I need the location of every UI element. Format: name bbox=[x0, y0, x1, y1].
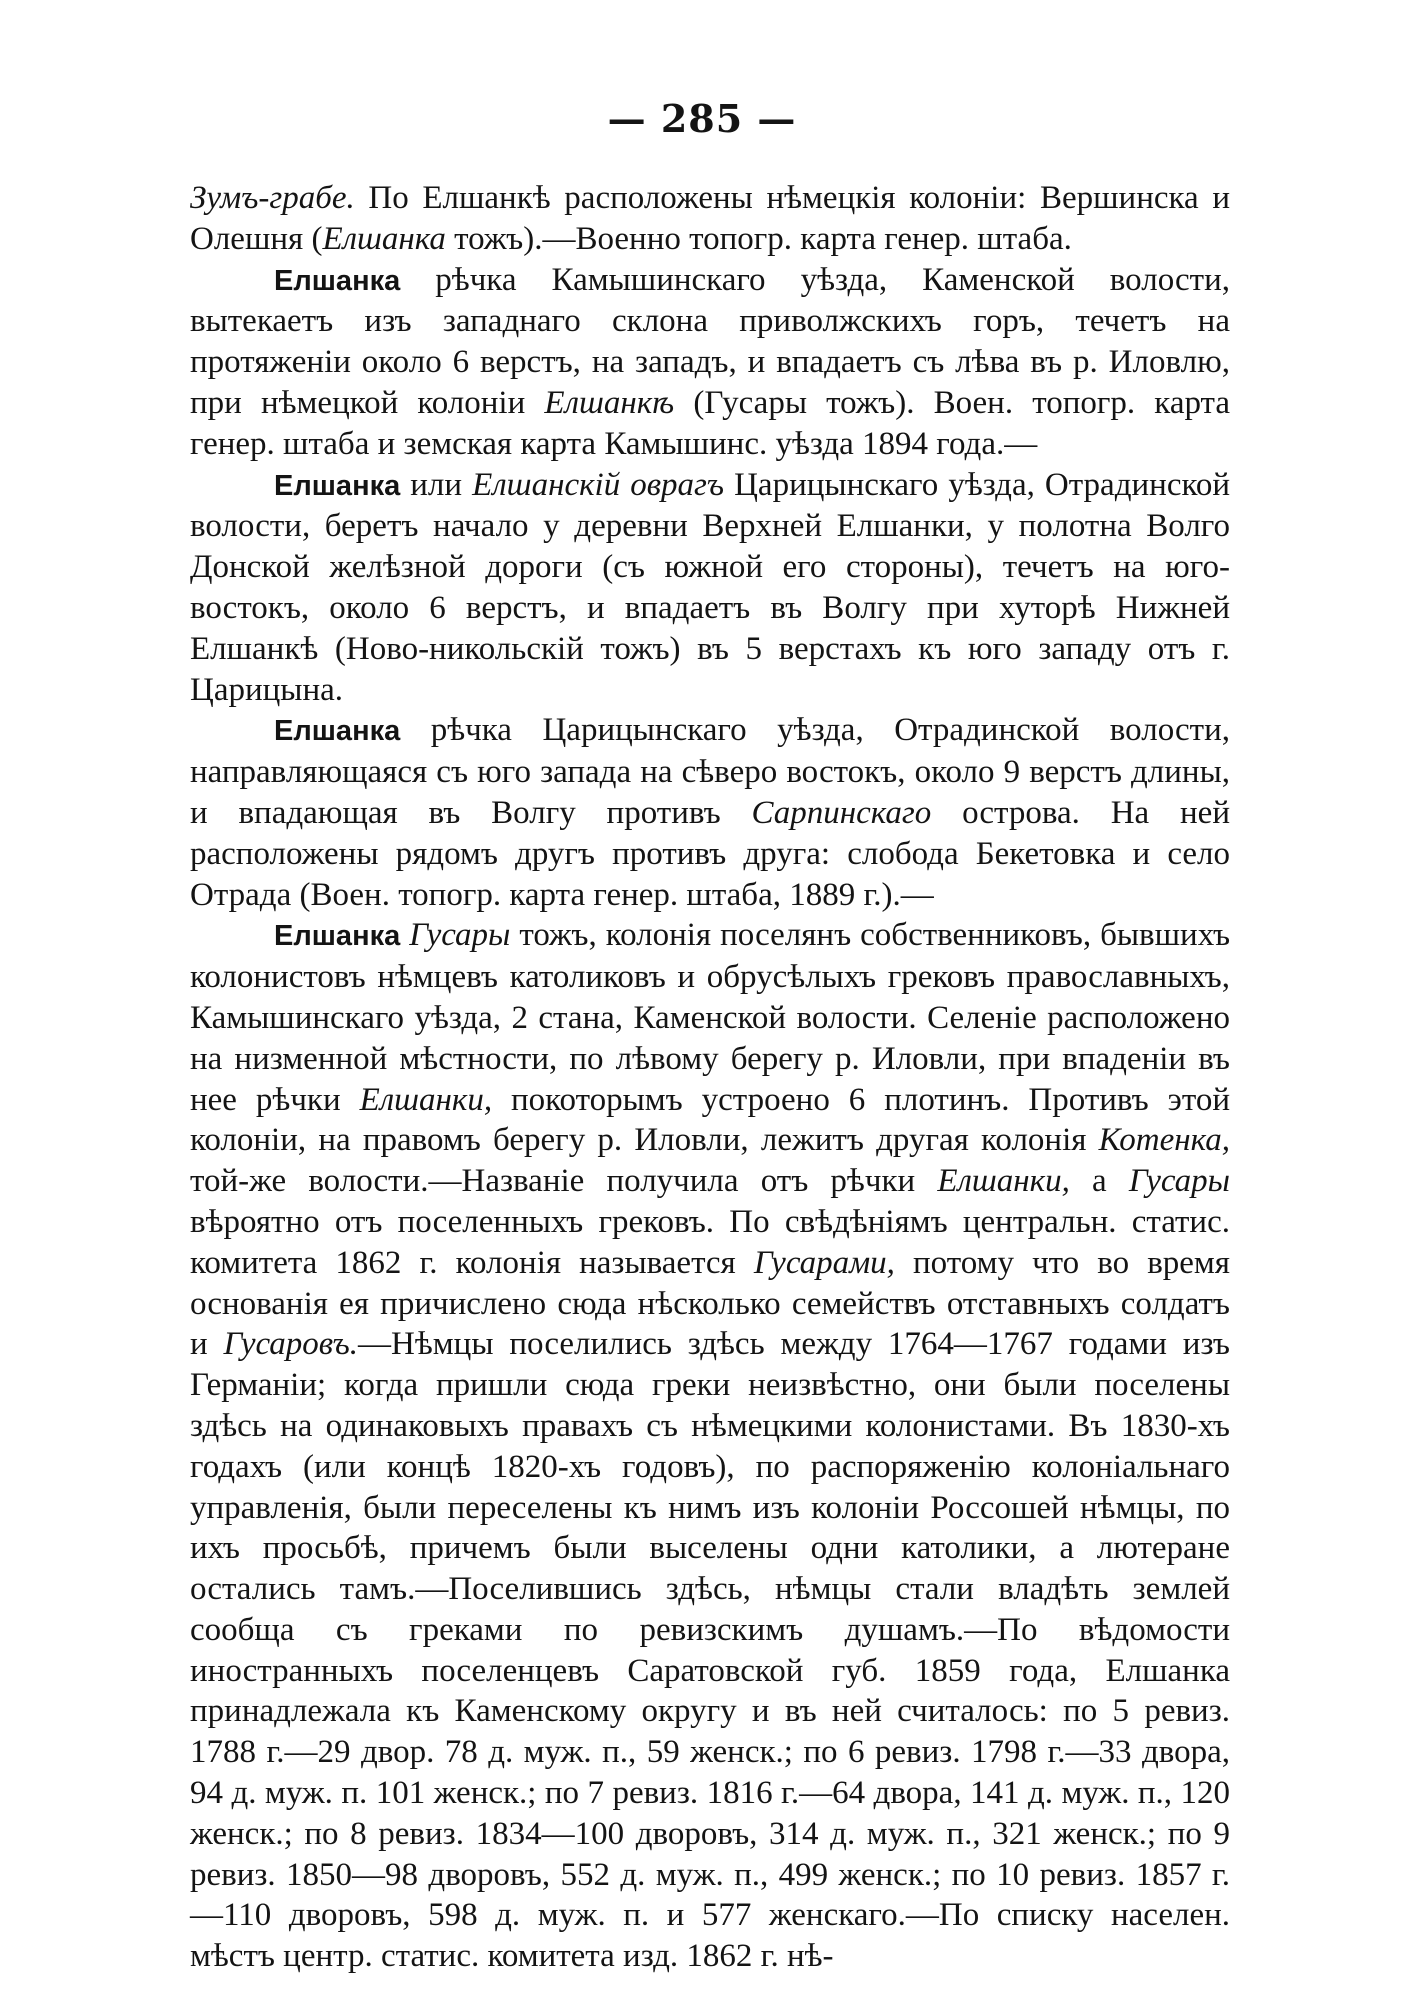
italic-place-name: Гусары bbox=[409, 917, 511, 954]
paragraph-text: тожъ).—Военно топогр. карта генер. штаба. bbox=[445, 220, 1072, 257]
paragraph-text: той-же волости.—Названіе получила отъ рѣчки bbox=[190, 1163, 938, 1200]
italic-place-name: Гусары bbox=[1128, 1163, 1230, 1200]
entry-headword: Елшанка bbox=[274, 715, 401, 748]
entry-headword: Елшанка bbox=[274, 264, 401, 297]
paragraph-text: тожъ, колонія поселянъ собственниковъ, бывшихъ колонистовъ нѣмцевъ католиковъ и обрусѣлыхъ грековъ православныхъ, Камышинскаго уѣзда, 2 стана, Каменской волости. Селеніе расположено на низменной мѣстности, по лѣвому берегу р. Иловли, при впаденіи въ нее рѣчки bbox=[190, 917, 1231, 1118]
paragraph-text: —Нѣмцы поселились здѣсь между 1764—1767 годами изъ Германіи; когда пришли сюда греки неизвѣстно, они были поселены здѣсь на одинаковыхъ правахъ съ нѣмецкими колонистами. Въ 1830-хъ годахъ (или концѣ 1820-хъ годовъ), по распоряженію колоніальнаго управленія, были переселены къ нимъ изъ колоніи Россошей нѣмцы, по ихъ просьбѣ, причемъ были выселены одни католики, а лютеране остались тамъ.—Поселившись здѣсь, нѣмцы стали владѣть землей сообща съ греками по ревизскимъ душамъ.—По вѣдомости иностранныхъ поселенцевъ Саратовской губ. 1859 года, Елшанка принадлежала къ Каменскому округу и въ ней считалось: по 5 ревиз. 1788 г.—29 двор. 78 д. муж. п., 59 женск.; по 6 ревиз. 1798 г.—33 двора, 94 д. муж. п. 101 женск.; по 7 ревиз. 1816 г.—64 двора, 141 д. муж. п., 120 женск.; по 8 ревиз. 1834—100 дворовъ, 314 д. муж. п., 321 женск.; по 9 ревиз. 1850—98 дворовъ, 552 д. муж. п., 499 женск.; по 10 ревиз. 1857 г.—110 дворовъ, 598 д. муж. п. и 577 женскаго.—По списку населен. мѣстъ центр. статис. комитета изд. 1862 г. нѣ- bbox=[190, 1326, 1230, 1975]
paragraph-text: вѣроятно отъ поселенныхъ грековъ. По свѣдѣніямъ центральн. статис. комитета 1862 г. колонія называется bbox=[190, 1203, 1230, 1281]
italic-place-name: Гусаровъ. bbox=[223, 1326, 359, 1363]
entry-headword: Елшанка bbox=[274, 920, 401, 953]
italic-place-name: Елшанскій оврагъ bbox=[472, 466, 725, 503]
paragraph-text: рѣчка Царицынскаго уѣзда, Отрадинской волости, направляющаяся съ юго запада на сѣверо востокъ, около 9 верстъ длины, и впадающая въ Волгу противъ bbox=[190, 712, 1230, 831]
italic-place-name: Сарпинскаго bbox=[751, 794, 932, 831]
entry-elshanka-kamyshin-river bbox=[190, 260, 1230, 465]
entry-elshanka-ravine bbox=[190, 465, 1230, 711]
italic-place-name: Зумъ-грабе. bbox=[190, 180, 355, 216]
paragraph-text bbox=[400, 917, 409, 953]
paragraph-text: покоторымъ устроено 6 плотинъ. Противъ этой колоніи, на правомъ берегу р. Иловли, лежитъ другая колонія bbox=[190, 1081, 1230, 1159]
paragraph-zum-grabe bbox=[190, 178, 1230, 260]
entry-headword: Елшанка bbox=[274, 469, 401, 502]
paragraph-text: или bbox=[400, 466, 473, 503]
paragraph-text: потому что во время основанія ея причислено сюда нѣсколько семействъ отставныхъ солдатъ и bbox=[190, 1244, 1230, 1363]
page-number: — 285 — bbox=[607, 96, 797, 141]
italic-place-name: Елшанкѣ bbox=[544, 384, 675, 421]
paragraph-text: По Елшанкѣ расположены нѣмецкія колоніи: Вершинска и Олешня ( bbox=[190, 180, 1230, 257]
paragraph-text: Царицынскаго уѣзда, Отрадинской волости, беретъ начало у деревни Верхней Елшанки, у полотна Волго Донской желѣзной дороги (съ южной его стороны), течетъ на юго-востокъ, около 6 верстъ, и впадаетъ въ Волгу при хуторѣ Нижней Елшанкѣ (Ново-никольскій тожъ) въ 5 верстахъ къ юго западу отъ г. Царицына. bbox=[190, 466, 1230, 708]
italic-place-name: Гусарами, bbox=[753, 1244, 895, 1281]
italic-place-name: Елшанка bbox=[322, 220, 446, 257]
paragraph-text: (Гусары тожъ). Воен. топогр. карта генер. штаба и земская карта Камышинс. уѣзда 1894 года.— bbox=[190, 384, 1231, 462]
entry-elshanka-colony bbox=[190, 915, 1230, 1977]
paragraph-text: острова. На ней расположены рядомъ другъ противъ друга: слобода Бекетовка и село Отрада (Воен. топогр. карта генер. штаба, 1889 г.).— bbox=[190, 794, 1230, 913]
entry-elshanka-tsaritsyn-river bbox=[190, 710, 1230, 915]
italic-place-name: Котенка, bbox=[1098, 1122, 1230, 1159]
italic-place-name: Елшанки, bbox=[359, 1081, 493, 1118]
italic-place-name: Елшанки, bbox=[937, 1163, 1070, 1200]
paragraph-text: рѣчка Камышинскаго уѣзда, Каменской волости, вытекаетъ изъ западнаго склона приволжскихъ горъ, течетъ на протяженіи около 6 верстъ, на западъ, и впадаетъ съ лѣва въ р. Иловлю, при нѣмецкой колоніи bbox=[190, 261, 1230, 421]
article-text bbox=[190, 178, 1230, 1977]
paragraph-text: а bbox=[1069, 1163, 1129, 1200]
